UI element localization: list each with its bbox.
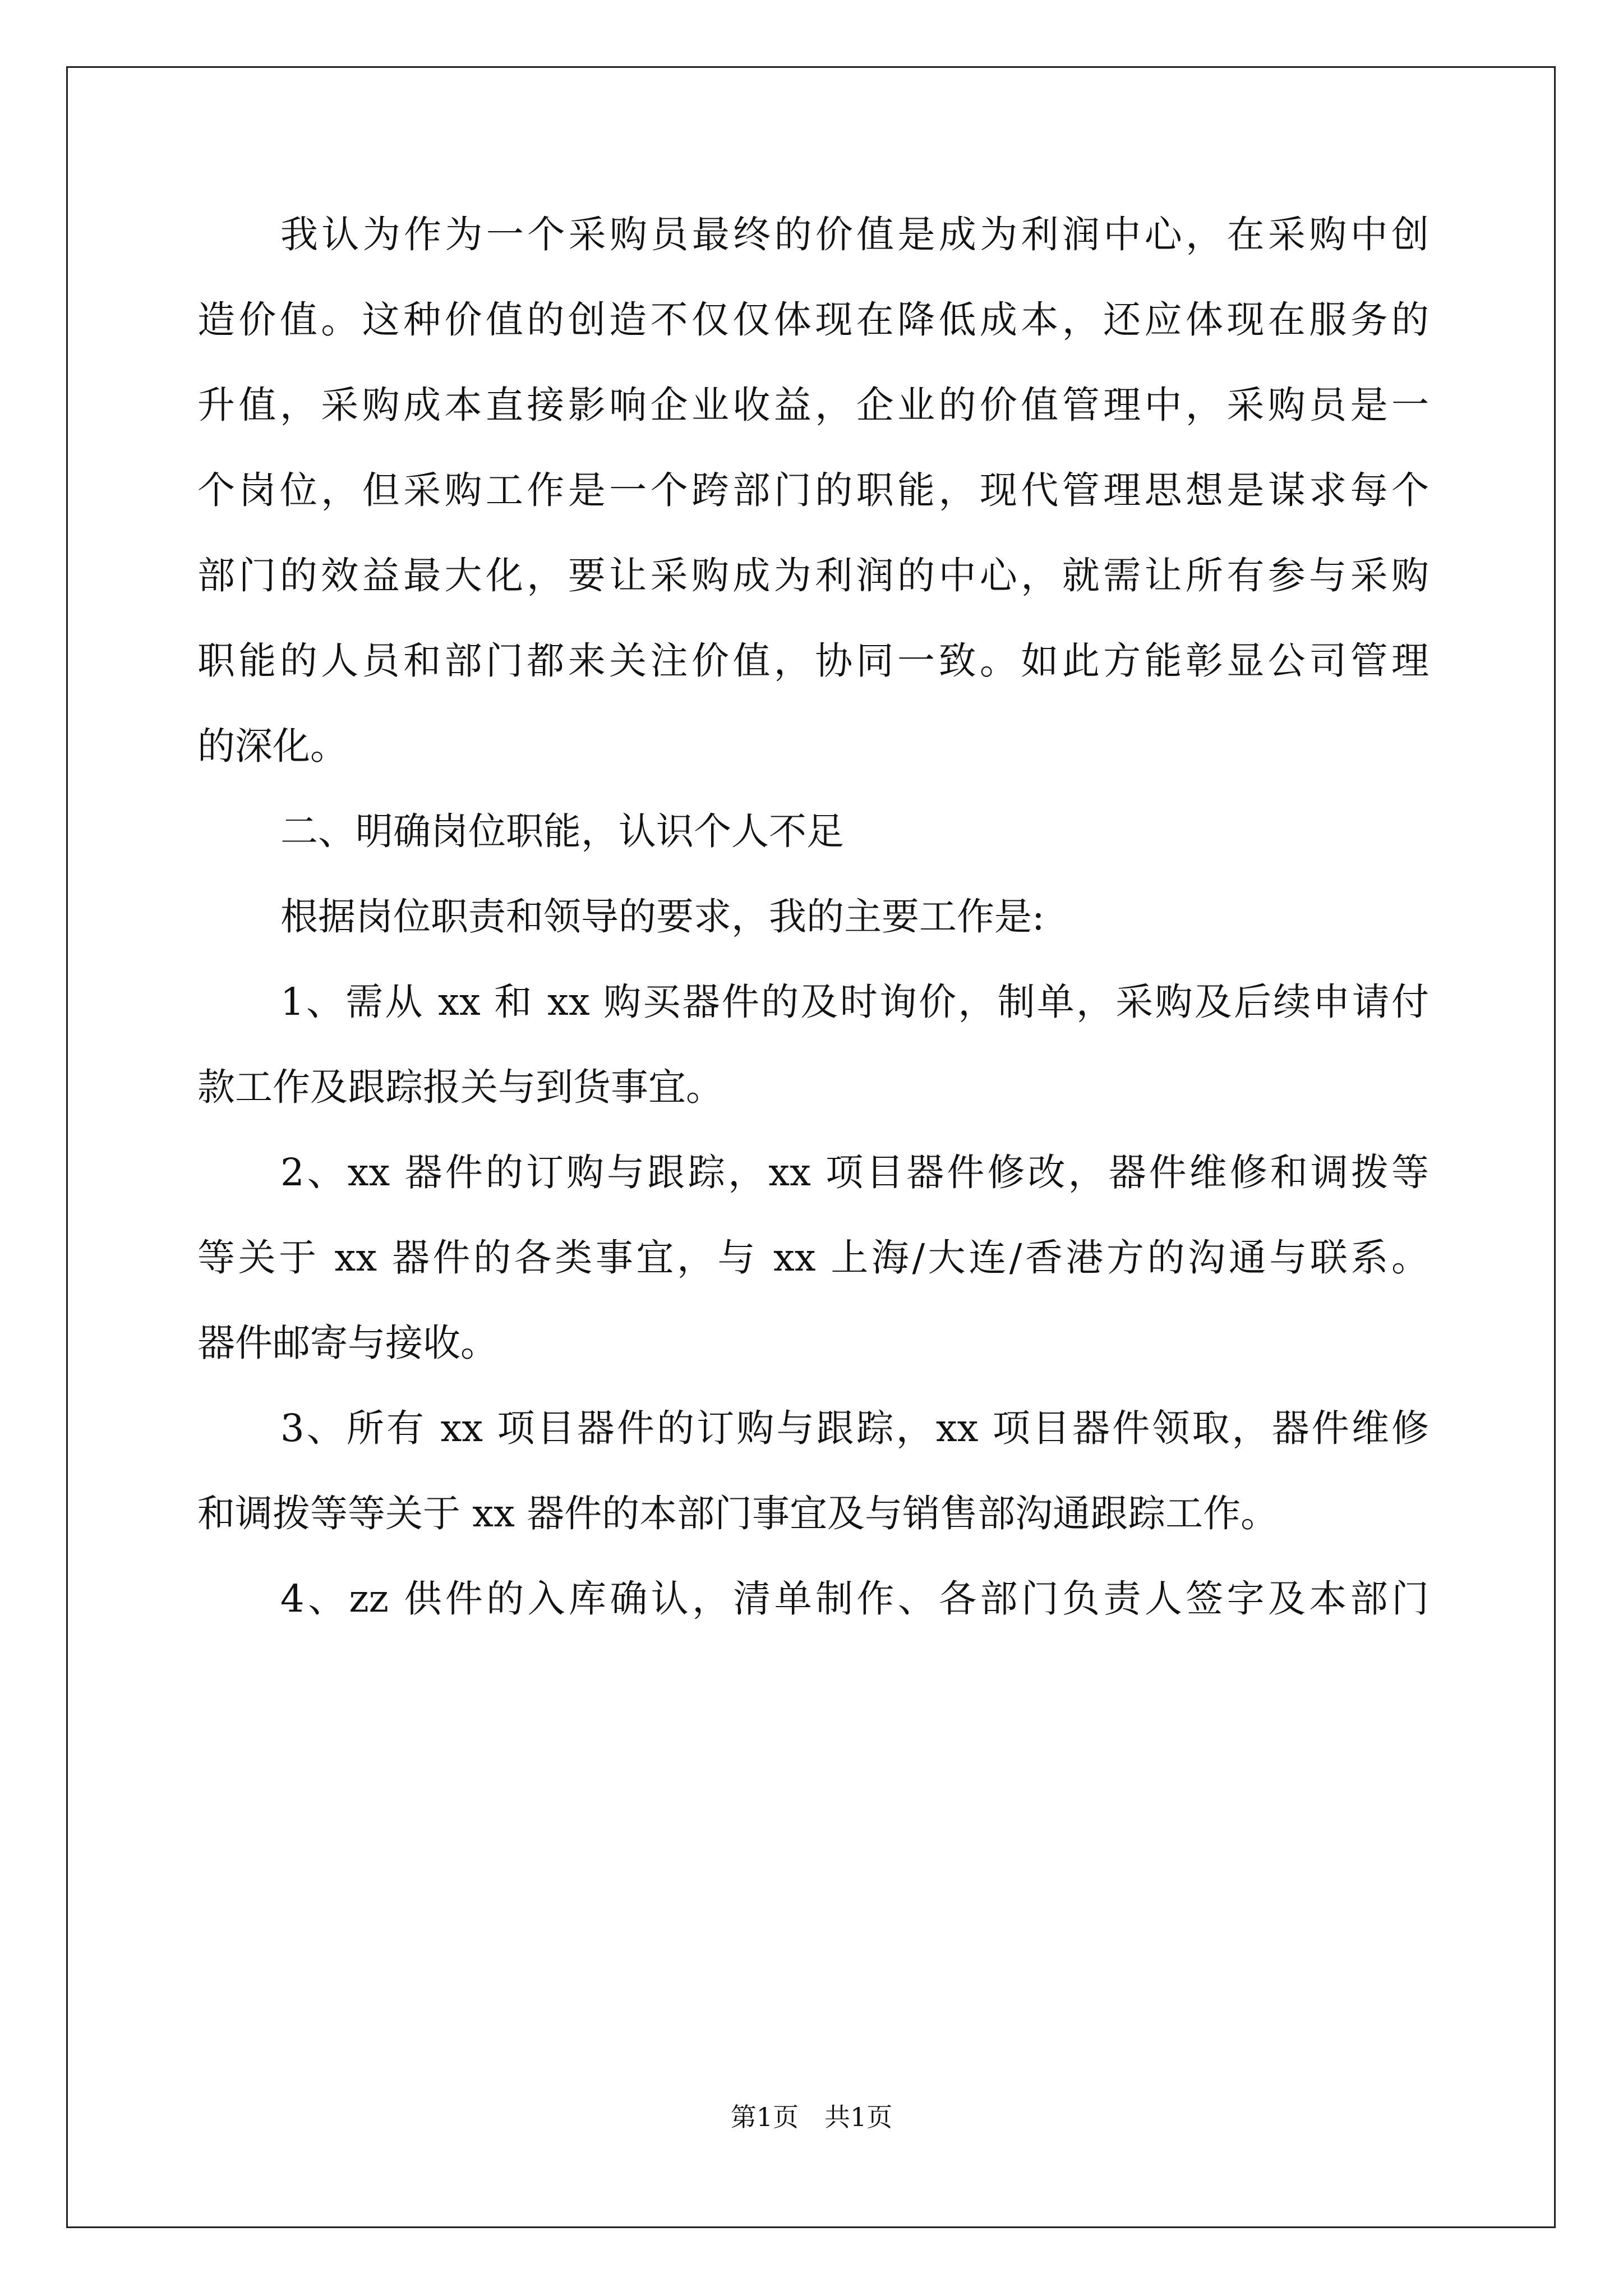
paragraph-line: 根据岗位职责和领导的要求，我的主要工作是:: [280, 895, 1045, 938]
paragraph-line: 职能的人员和部门都来关注价值，协同一致。如此方能彰显公司管理: [197, 639, 1429, 683]
paragraph-line: 部门的效益最大化，要让采购成为利润的中心，就需让所有参与采购: [197, 554, 1429, 597]
page-number-footer: 第1页 共1页: [730, 2102, 893, 2132]
list-item-line: 1、需从 xx 和 xx 购买器件的及时询价，制单，采购及后续申请付: [280, 980, 1429, 1024]
list-item-line: 器件邮寄与接收。: [197, 1321, 498, 1365]
section-heading: 二、明确岗位职能，认识个人不足: [280, 809, 844, 853]
list-item-line: 款工作及跟踪报关与到货事宜。: [197, 1065, 723, 1109]
paragraph-line: 的深化。: [197, 724, 348, 768]
list-item-line: 3、所有 xx 项目器件的订购与跟踪，xx 项目器件领取，器件维修: [280, 1406, 1429, 1450]
paragraph-line: 个岗位，但采购工作是一个跨部门的职能，现代管理思想是谋求每个: [197, 468, 1429, 512]
paragraph-line: 造价值。这种价值的创造不仅仅体现在降低成本，还应体现在服务的: [197, 298, 1429, 342]
list-item-line: 等关于 xx 器件的各类事宜，与 xx 上海/大连/香港方的沟通与联系。: [197, 1236, 1429, 1280]
list-item-line: 4、zz 供件的入库确认，清单制作、各部门负责人签字及本部门: [280, 1577, 1429, 1621]
paragraph-line: 我认为作为一个采购员最终的价值是成为利润中心，在采购中创: [280, 213, 1429, 256]
list-item-line: 2、xx 器件的订购与跟踪，xx 项目器件修改，器件维修和调拨等: [280, 1151, 1429, 1194]
paragraph-line: 升值，采购成本直接影响企业收益，企业的价值管理中，采购员是一: [197, 383, 1429, 427]
list-item-line: 和调拨等等关于 xx 器件的本部门事宜及与销售部沟通跟踪工作。: [197, 1492, 1279, 1535]
